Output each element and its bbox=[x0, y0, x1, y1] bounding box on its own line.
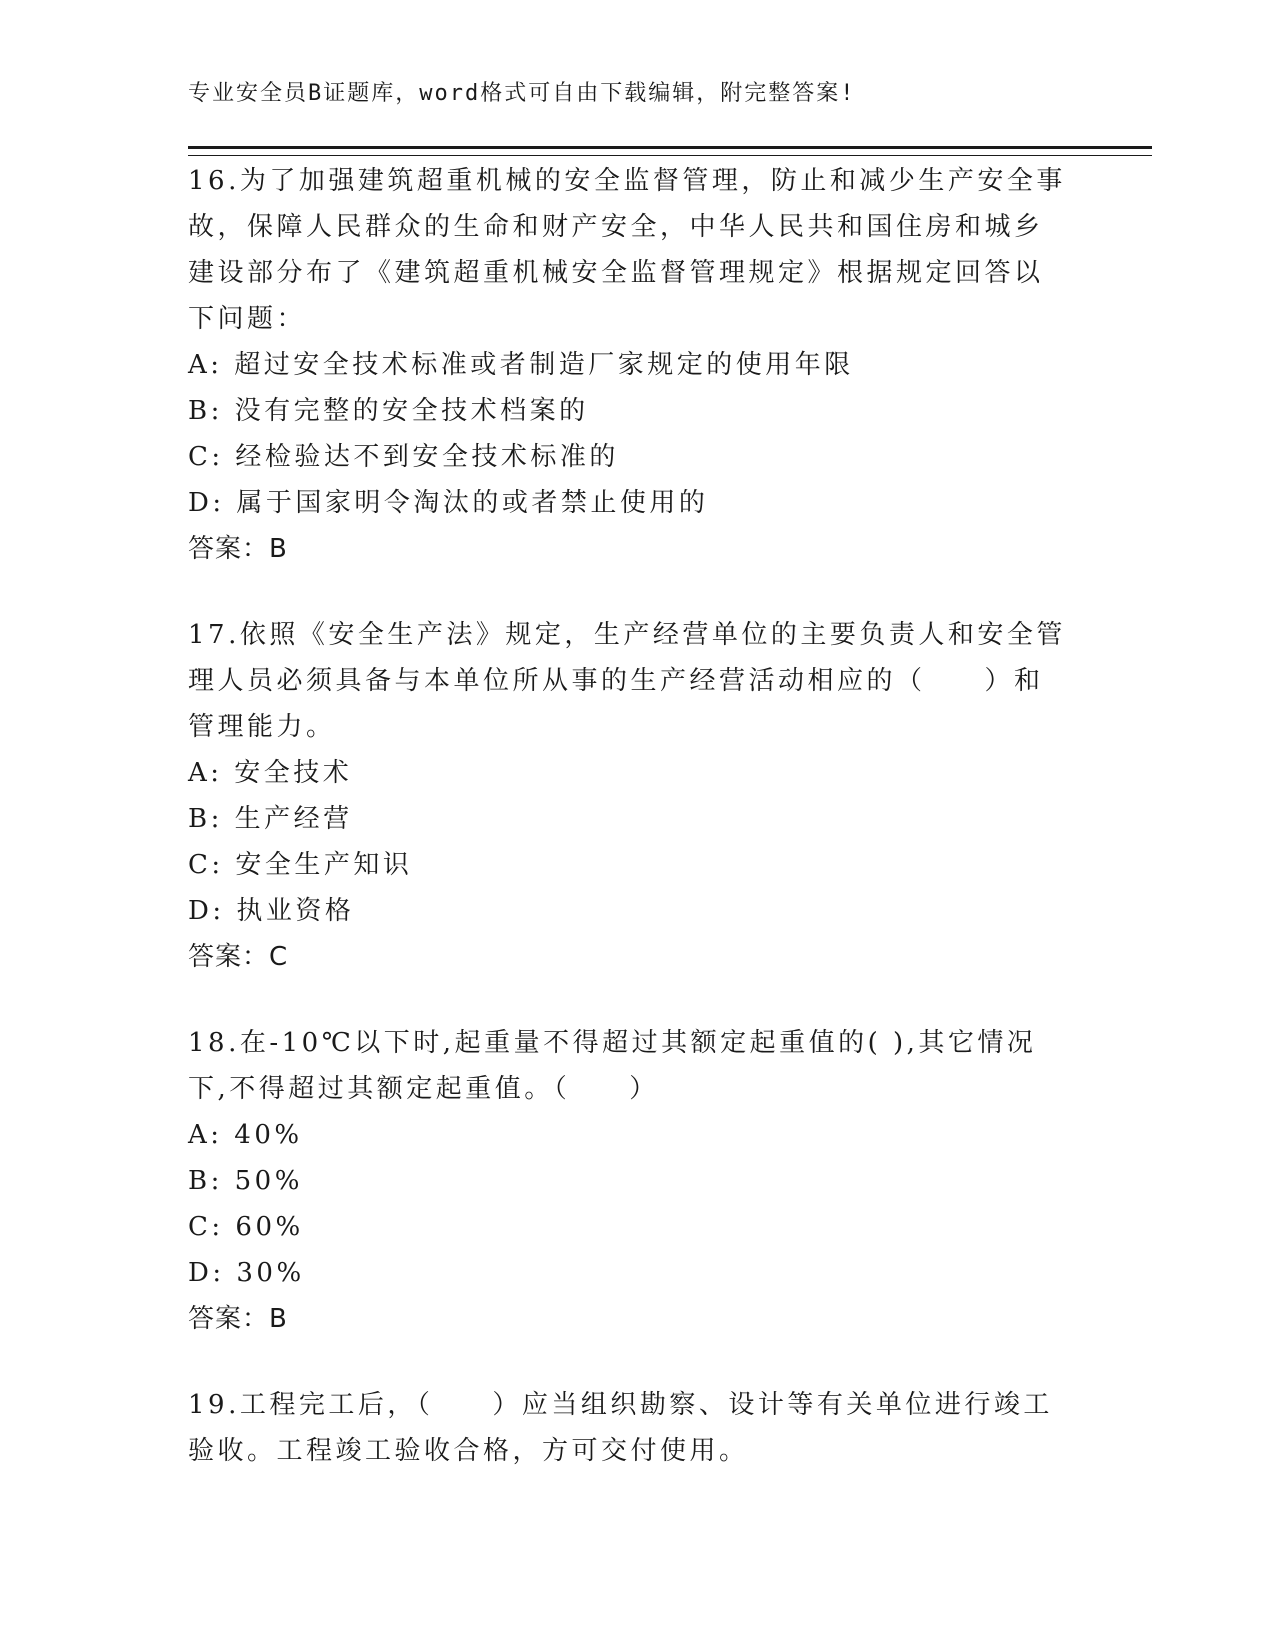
option-c: C: 60% bbox=[188, 1212, 304, 1242]
page-header: 专业安全员B证题库，word格式可自由下载编辑，附完整答案! bbox=[188, 81, 856, 106]
answer-label: 答案：B bbox=[188, 534, 288, 564]
option-b: B: 生产经营 bbox=[188, 804, 353, 834]
option-d: D: 属于国家明令淘汰的或者禁止使用的 bbox=[188, 488, 709, 518]
option-b: B: 没有完整的安全技术档案的 bbox=[188, 396, 589, 426]
header-divider bbox=[188, 146, 1152, 156]
option-a: A: 超过安全技术标准或者制造厂家规定的使用年限 bbox=[188, 350, 854, 380]
question-16 bbox=[188, 158, 1088, 572]
question-stem: 17.依照《安全生产法》规定，生产经营单位的主要负责人和安全管理人员必须具备与本单位所从事的生产经营活动相应的（ ）和管理能力。 bbox=[188, 620, 1066, 742]
answer-label: 答案：C bbox=[188, 942, 289, 972]
option-a: A: 安全技术 bbox=[188, 758, 353, 788]
option-d: D: 执业资格 bbox=[188, 896, 355, 926]
option-c: C: 安全生产知识 bbox=[188, 850, 413, 880]
question-stem: 16.为了加强建筑超重机械的安全监督管理，防止和减少生产安全事故，保障人民群众的生命和财产安全，中华人民共和国住房和城乡建设部分布了《建筑超重机械安全监督管理规定》根据规定回答以下问题： bbox=[188, 166, 1066, 334]
question-17 bbox=[188, 612, 1088, 980]
option-a: A: 40% bbox=[188, 1120, 303, 1150]
question-19 bbox=[188, 1382, 1088, 1474]
question-stem: 19.工程完工后，（ ）应当组织勘察、设计等有关单位进行竣工验收。工程竣工验收合格，方可交付使用。 bbox=[188, 1390, 1053, 1466]
question-18 bbox=[188, 1020, 1088, 1342]
answer-label: 答案：B bbox=[188, 1304, 288, 1334]
option-b: B: 50% bbox=[188, 1166, 303, 1196]
question-list bbox=[188, 158, 1088, 1514]
question-stem: 18.在-10℃以下时,起重量不得超过其额定起重值的( ),其它情况下,不得超过其额定起重值。（ ） bbox=[188, 1028, 1037, 1104]
option-c: C: 经检验达不到安全技术标准的 bbox=[188, 442, 619, 472]
option-d: D: 30% bbox=[188, 1258, 305, 1288]
